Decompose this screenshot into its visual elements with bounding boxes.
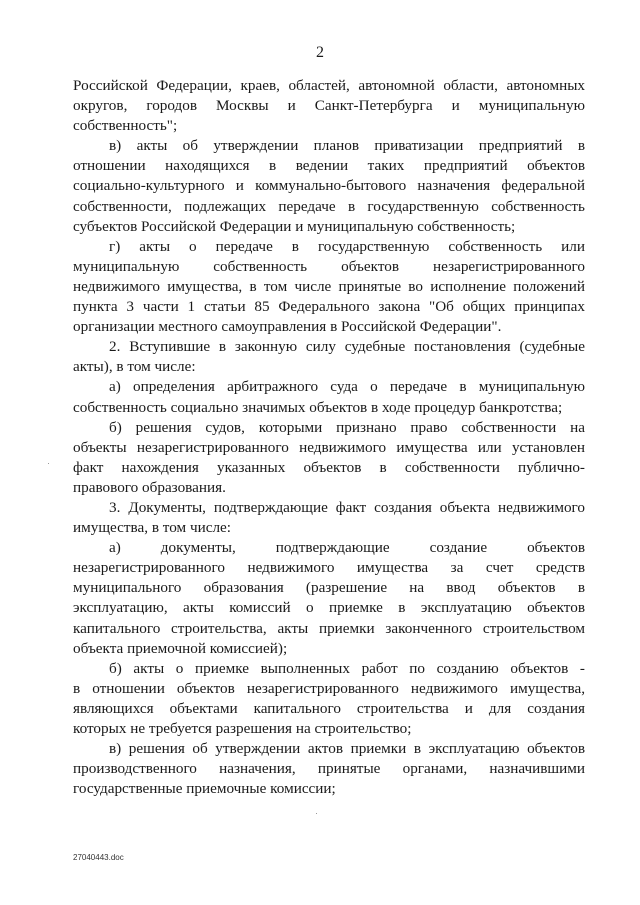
paragraph (73, 337, 585, 377)
text-line: правового образования. (73, 478, 226, 496)
text-line: собственность"; (73, 117, 178, 135)
text-line: в) решения об утверждении актов приемки в эксплуатацию объектов (109, 740, 585, 758)
text-line: объекты незарегистрированного недвижимого имущества или установлен (73, 438, 585, 456)
paragraph (73, 538, 585, 659)
text-line: акты), в том числе: (73, 358, 196, 376)
paragraph (73, 136, 585, 236)
document-filename: 27040443.doc (73, 853, 124, 862)
text-line: объекта приемочной комиссией); (73, 639, 288, 657)
text-line: являющихся объектами капитального строительства и для создания (73, 699, 585, 717)
text-line: а) документы, подтверждающие создание объектов (109, 539, 585, 557)
document-body (73, 76, 585, 799)
paragraph (73, 498, 585, 538)
text-line: субъектов Российской Федерации и муниципальную собственность; (73, 217, 516, 235)
paragraph (73, 377, 585, 417)
text-line: отношении находящихся в ведении таких предприятий объектов (73, 157, 585, 175)
text-line: муниципального образования (разрешение на ввод объектов в (73, 579, 585, 597)
text-line: округов, городов Москвы и Санкт-Петербурга и муниципальную (73, 97, 585, 115)
text-line: производственного назначения, принятые органами, назначившими (73, 760, 585, 778)
text-line: факт нахождения указанных объектов в собственности публично- (73, 458, 585, 476)
text-line: социально-культурного и коммунально-бытового назначения федеральной (73, 177, 585, 195)
text-line: которых не требуется разрешения на строительство; (73, 720, 412, 737)
text-line: б) акты о приемке выполненных работ по созданию объектов - (109, 659, 585, 677)
scan-speck (316, 813, 317, 814)
page-number: 2 (316, 44, 324, 61)
text-line: муниципальную собственность объектов незарегистрированного (73, 257, 585, 275)
text-line: организации местного самоуправления в Российской Федерации". (73, 318, 502, 336)
text-line: недвижимого имущества, в том числе принятые во исполнение положений (73, 277, 585, 295)
text-line: собственности, подлежащих передаче в государственную собственность (73, 197, 585, 215)
text-line: 2. Вступившие в законную силу судебные постановления (судебные (109, 338, 585, 356)
text-line: эксплуатацию, акты комиссий о приемке в эксплуатацию объектов (73, 599, 585, 617)
paragraph (73, 739, 585, 799)
text-line: государственные приемочные комиссии; (73, 780, 336, 798)
text-line: в отношении объектов незарегистрированного недвижимого имущества, (73, 679, 585, 697)
text-line: имущества, в том числе: (73, 519, 231, 537)
paragraph (73, 659, 585, 739)
text-line: 3. Документы, подтверждающие факт создания объекта недвижимого (109, 498, 585, 516)
text-line: Российской Федерации, краев, областей, автономной области, автономных (73, 77, 585, 94)
paragraph (73, 418, 585, 498)
text-line: а) определения арбитражного суда о передаче в муниципальную (109, 378, 585, 396)
scan-speck (48, 463, 49, 464)
text-line: незарегистрированного недвижимого имущества за счет средств (73, 559, 585, 577)
text-line: г) акты о передаче в государственную собственность или (109, 237, 585, 255)
text-line: б) решения судов, которыми признано право собственности на (109, 418, 585, 436)
text-line: в) акты об утверждении планов приватизации предприятий в (109, 137, 585, 155)
text-line: пункта 3 части 1 статьи 85 Федерального закона "Об общих принципах (73, 298, 585, 316)
text-line: капитального строительства, акты приемки законченного строительством (73, 619, 585, 637)
paragraph (73, 237, 585, 337)
paragraph (73, 76, 585, 136)
text-line: собственность социально значимых объектов в ходе процедур банкротства; (73, 398, 563, 416)
